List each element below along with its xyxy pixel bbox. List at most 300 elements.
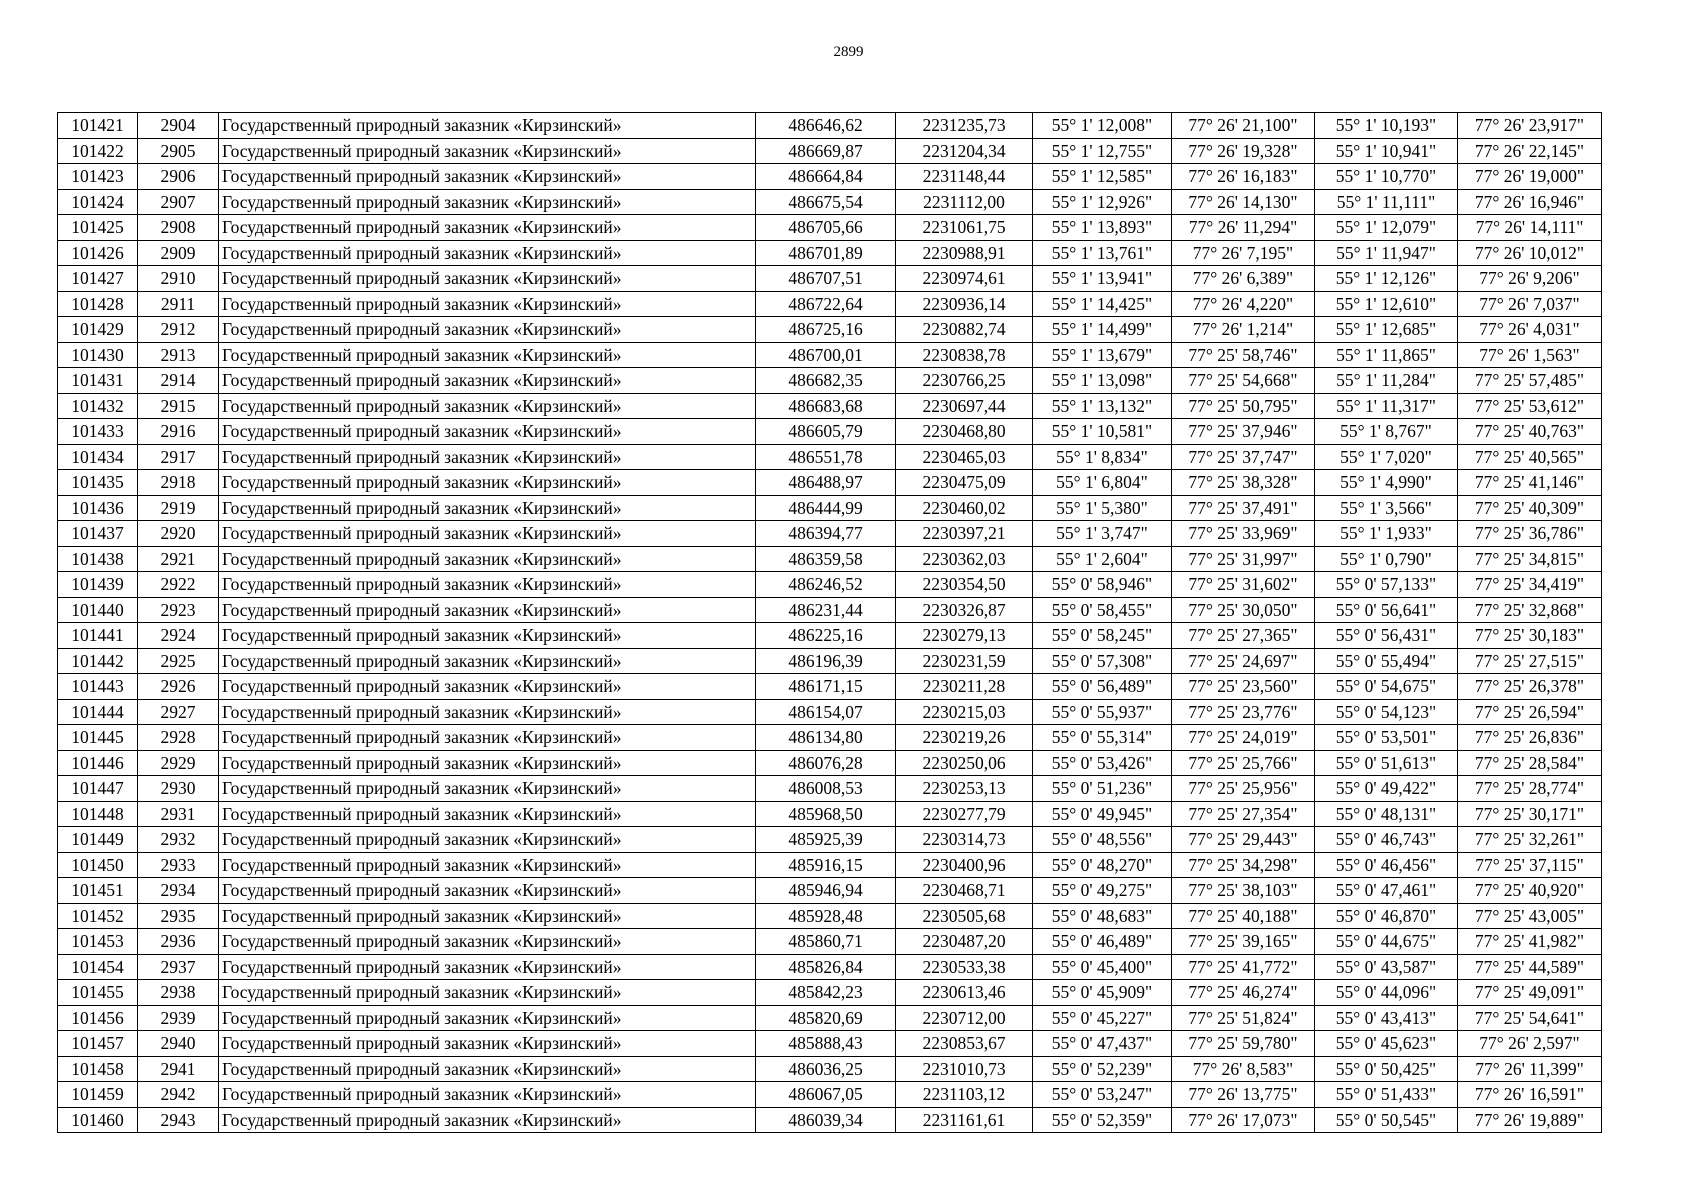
table-row: [58, 215, 1602, 241]
longitude-2-cell: 77° 25' 26,836": [1458, 725, 1602, 751]
point-number-cell: 2924: [138, 623, 219, 649]
longitude-1-cell: 77° 25' 38,328": [1172, 470, 1315, 496]
latitude-1-cell: 55° 0' 47,437": [1033, 1031, 1172, 1057]
latitude-2-cell: 55° 1' 4,990": [1315, 470, 1458, 496]
latitude-2-cell: 55° 0' 56,641": [1315, 597, 1458, 623]
row-id-cell: 101442: [58, 648, 138, 674]
latitude-1-cell: 55° 0' 48,556": [1033, 827, 1172, 853]
table-row: [58, 113, 1602, 139]
longitude-2-cell: 77° 25' 34,419": [1458, 572, 1602, 598]
table-row: [58, 776, 1602, 802]
longitude-2-cell: 77° 25' 53,612": [1458, 393, 1602, 419]
y-coordinate-cell: 2230465,03: [896, 444, 1033, 470]
latitude-1-cell: 55° 0' 58,245": [1033, 623, 1172, 649]
table-row: [58, 1107, 1602, 1133]
y-coordinate-cell: 2230253,13: [896, 776, 1033, 802]
latitude-2-cell: 55° 1' 11,947": [1315, 240, 1458, 266]
longitude-1-cell: 77° 25' 50,795": [1172, 393, 1315, 419]
row-id-cell: 101455: [58, 980, 138, 1006]
longitude-2-cell: 77° 25' 54,641": [1458, 1005, 1602, 1031]
point-number-cell: 2927: [138, 699, 219, 725]
latitude-2-cell: 55° 0' 46,870": [1315, 903, 1458, 929]
territory-name-cell: Государственный природный заказник «Кирзинский»: [219, 393, 756, 419]
territory-name-cell: Государственный природный заказник «Кирзинский»: [219, 546, 756, 572]
table-row: [58, 164, 1602, 190]
territory-name-cell: Государственный природный заказник «Кирзинский»: [219, 699, 756, 725]
row-id-cell: 101425: [58, 215, 138, 241]
table-row: [58, 597, 1602, 623]
territory-name-cell: Государственный природный заказник «Кирзинский»: [219, 113, 756, 139]
longitude-1-cell: 77° 25' 33,969": [1172, 521, 1315, 547]
longitude-1-cell: 77° 25' 40,188": [1172, 903, 1315, 929]
y-coordinate-cell: 2231010,73: [896, 1056, 1033, 1082]
latitude-1-cell: 55° 0' 56,489": [1033, 674, 1172, 700]
table-row: [58, 929, 1602, 955]
x-coordinate-cell: 485820,69: [756, 1005, 896, 1031]
y-coordinate-cell: 2230697,44: [896, 393, 1033, 419]
latitude-1-cell: 55° 0' 49,275": [1033, 878, 1172, 904]
x-coordinate-cell: 486394,77: [756, 521, 896, 547]
point-number-cell: 2942: [138, 1082, 219, 1108]
row-id-cell: 101459: [58, 1082, 138, 1108]
row-id-cell: 101426: [58, 240, 138, 266]
longitude-2-cell: 77° 25' 30,183": [1458, 623, 1602, 649]
latitude-1-cell: 55° 0' 52,239": [1033, 1056, 1172, 1082]
longitude-1-cell: 77° 25' 37,946": [1172, 419, 1315, 445]
longitude-2-cell: 77° 25' 36,786": [1458, 521, 1602, 547]
y-coordinate-cell: 2230766,25: [896, 368, 1033, 394]
longitude-2-cell: 77° 26' 19,000": [1458, 164, 1602, 190]
table-row: [58, 444, 1602, 470]
point-number-cell: 2918: [138, 470, 219, 496]
latitude-1-cell: 55° 0' 45,909": [1033, 980, 1172, 1006]
latitude-1-cell: 55° 1' 13,132": [1033, 393, 1172, 419]
longitude-1-cell: 77° 25' 31,997": [1172, 546, 1315, 572]
point-number-cell: 2931: [138, 801, 219, 827]
longitude-1-cell: 77° 25' 27,354": [1172, 801, 1315, 827]
territory-name-cell: Государственный природный заказник «Кирзинский»: [219, 776, 756, 802]
longitude-2-cell: 77° 26' 14,111": [1458, 215, 1602, 241]
row-id-cell: 101447: [58, 776, 138, 802]
latitude-1-cell: 55° 1' 13,941": [1033, 266, 1172, 292]
table-row: [58, 189, 1602, 215]
row-id-cell: 101453: [58, 929, 138, 955]
table-row: [58, 878, 1602, 904]
y-coordinate-cell: 2230314,73: [896, 827, 1033, 853]
longitude-1-cell: 77° 25' 25,766": [1172, 750, 1315, 776]
longitude-1-cell: 77° 26' 17,073": [1172, 1107, 1315, 1133]
longitude-1-cell: 77° 26' 16,183": [1172, 164, 1315, 190]
territory-name-cell: Государственный природный заказник «Кирзинский»: [219, 954, 756, 980]
table-row: [58, 393, 1602, 419]
y-coordinate-cell: 2230838,78: [896, 342, 1033, 368]
y-coordinate-cell: 2230354,50: [896, 572, 1033, 598]
longitude-1-cell: 77° 26' 11,294": [1172, 215, 1315, 241]
coordinates-table: [57, 112, 1602, 1133]
latitude-1-cell: 55° 1' 13,679": [1033, 342, 1172, 368]
table-row: [58, 648, 1602, 674]
table-row: [58, 342, 1602, 368]
longitude-2-cell: 77° 26' 1,563": [1458, 342, 1602, 368]
territory-name-cell: Государственный природный заказник «Кирзинский»: [219, 1107, 756, 1133]
y-coordinate-cell: 2230250,06: [896, 750, 1033, 776]
longitude-2-cell: 77° 26' 16,591": [1458, 1082, 1602, 1108]
row-id-cell: 101448: [58, 801, 138, 827]
territory-name-cell: Государственный природный заказник «Кирзинский»: [219, 903, 756, 929]
latitude-1-cell: 55° 1' 14,425": [1033, 291, 1172, 317]
latitude-2-cell: 55° 0' 50,545": [1315, 1107, 1458, 1133]
longitude-2-cell: 77° 26' 11,399": [1458, 1056, 1602, 1082]
territory-name-cell: Государственный природный заказник «Кирзинский»: [219, 368, 756, 394]
x-coordinate-cell: 485888,43: [756, 1031, 896, 1057]
point-number-cell: 2928: [138, 725, 219, 751]
y-coordinate-cell: 2230487,20: [896, 929, 1033, 955]
latitude-2-cell: 55° 0' 43,413": [1315, 1005, 1458, 1031]
y-coordinate-cell: 2230712,00: [896, 1005, 1033, 1031]
table-row: [58, 852, 1602, 878]
latitude-1-cell: 55° 1' 10,581": [1033, 419, 1172, 445]
territory-name-cell: Государственный природный заказник «Кирзинский»: [219, 215, 756, 241]
x-coordinate-cell: 486701,89: [756, 240, 896, 266]
y-coordinate-cell: 2230211,28: [896, 674, 1033, 700]
table-row: [58, 419, 1602, 445]
point-number-cell: 2910: [138, 266, 219, 292]
longitude-1-cell: 77° 25' 34,298": [1172, 852, 1315, 878]
page-number: 2899: [833, 44, 864, 60]
longitude-1-cell: 77° 25' 30,050": [1172, 597, 1315, 623]
row-id-cell: 101445: [58, 725, 138, 751]
point-number-cell: 2907: [138, 189, 219, 215]
x-coordinate-cell: 486039,34: [756, 1107, 896, 1133]
point-number-cell: 2904: [138, 113, 219, 139]
territory-name-cell: Государственный природный заказник «Кирзинский»: [219, 1005, 756, 1031]
row-id-cell: 101457: [58, 1031, 138, 1057]
territory-name-cell: Государственный природный заказник «Кирзинский»: [219, 1082, 756, 1108]
latitude-2-cell: 55° 0' 46,456": [1315, 852, 1458, 878]
table-row: [58, 317, 1602, 343]
longitude-2-cell: 77° 26' 2,597": [1458, 1031, 1602, 1057]
territory-name-cell: Государственный природный заказник «Кирзинский»: [219, 878, 756, 904]
row-id-cell: 101432: [58, 393, 138, 419]
table-row: [58, 240, 1602, 266]
latitude-2-cell: 55° 1' 7,020": [1315, 444, 1458, 470]
territory-name-cell: Государственный природный заказник «Кирзинский»: [219, 291, 756, 317]
longitude-1-cell: 77° 26' 14,130": [1172, 189, 1315, 215]
y-coordinate-cell: 2230468,71: [896, 878, 1033, 904]
row-id-cell: 101444: [58, 699, 138, 725]
longitude-1-cell: 77° 25' 25,956": [1172, 776, 1315, 802]
longitude-2-cell: 77° 25' 40,565": [1458, 444, 1602, 470]
row-id-cell: 101458: [58, 1056, 138, 1082]
x-coordinate-cell: 486675,54: [756, 189, 896, 215]
row-id-cell: 101440: [58, 597, 138, 623]
latitude-1-cell: 55° 0' 45,227": [1033, 1005, 1172, 1031]
latitude-2-cell: 55° 1' 8,767": [1315, 419, 1458, 445]
row-id-cell: 101437: [58, 521, 138, 547]
longitude-2-cell: 77° 25' 26,378": [1458, 674, 1602, 700]
x-coordinate-cell: 486707,51: [756, 266, 896, 292]
y-coordinate-cell: 2231112,00: [896, 189, 1033, 215]
table-row: [58, 699, 1602, 725]
latitude-1-cell: 55° 1' 5,380": [1033, 495, 1172, 521]
latitude-1-cell: 55° 0' 49,945": [1033, 801, 1172, 827]
latitude-2-cell: 55° 1' 11,317": [1315, 393, 1458, 419]
latitude-1-cell: 55° 0' 53,247": [1033, 1082, 1172, 1108]
x-coordinate-cell: 486605,79: [756, 419, 896, 445]
latitude-1-cell: 55° 0' 52,359": [1033, 1107, 1172, 1133]
table-row: [58, 623, 1602, 649]
longitude-2-cell: 77° 25' 34,815": [1458, 546, 1602, 572]
x-coordinate-cell: 486682,35: [756, 368, 896, 394]
point-number-cell: 2930: [138, 776, 219, 802]
x-coordinate-cell: 485928,48: [756, 903, 896, 929]
table-row: [58, 1056, 1602, 1082]
longitude-2-cell: 77° 25' 27,515": [1458, 648, 1602, 674]
longitude-2-cell: 77° 25' 30,171": [1458, 801, 1602, 827]
territory-name-cell: Государственный природный заказник «Кирзинский»: [219, 495, 756, 521]
longitude-1-cell: 77° 26' 13,775": [1172, 1082, 1315, 1108]
longitude-2-cell: 77° 25' 40,920": [1458, 878, 1602, 904]
longitude-2-cell: 77° 25' 57,485": [1458, 368, 1602, 394]
territory-name-cell: Государственный природный заказник «Кирзинский»: [219, 852, 756, 878]
latitude-1-cell: 55° 1' 12,926": [1033, 189, 1172, 215]
latitude-1-cell: 55° 1' 12,755": [1033, 138, 1172, 164]
latitude-2-cell: 55° 1' 0,790": [1315, 546, 1458, 572]
latitude-1-cell: 55° 1' 14,499": [1033, 317, 1172, 343]
row-id-cell: 101434: [58, 444, 138, 470]
point-number-cell: 2915: [138, 393, 219, 419]
longitude-1-cell: 77° 25' 27,365": [1172, 623, 1315, 649]
x-coordinate-cell: 486700,01: [756, 342, 896, 368]
point-number-cell: 2939: [138, 1005, 219, 1031]
territory-name-cell: Государственный природный заказник «Кирзинский»: [219, 597, 756, 623]
latitude-2-cell: 55° 0' 44,675": [1315, 929, 1458, 955]
latitude-1-cell: 55° 0' 48,683": [1033, 903, 1172, 929]
x-coordinate-cell: 485826,84: [756, 954, 896, 980]
row-id-cell: 101456: [58, 1005, 138, 1031]
longitude-2-cell: 77° 26' 19,889": [1458, 1107, 1602, 1133]
territory-name-cell: Государственный природный заказник «Кирзинский»: [219, 444, 756, 470]
latitude-1-cell: 55° 0' 57,308": [1033, 648, 1172, 674]
x-coordinate-cell: 486196,39: [756, 648, 896, 674]
longitude-1-cell: 77° 25' 23,560": [1172, 674, 1315, 700]
longitude-2-cell: 77° 25' 43,005": [1458, 903, 1602, 929]
row-id-cell: 101454: [58, 954, 138, 980]
row-id-cell: 101460: [58, 1107, 138, 1133]
longitude-2-cell: 77° 25' 28,774": [1458, 776, 1602, 802]
x-coordinate-cell: 486036,25: [756, 1056, 896, 1082]
territory-name-cell: Государственный природный заказник «Кирзинский»: [219, 725, 756, 751]
longitude-2-cell: 77° 26' 7,037": [1458, 291, 1602, 317]
point-number-cell: 2940: [138, 1031, 219, 1057]
territory-name-cell: Государственный природный заказник «Кирзинский»: [219, 980, 756, 1006]
x-coordinate-cell: 485946,94: [756, 878, 896, 904]
latitude-2-cell: 55° 1' 12,685": [1315, 317, 1458, 343]
x-coordinate-cell: 486225,16: [756, 623, 896, 649]
longitude-2-cell: 77° 26' 10,012": [1458, 240, 1602, 266]
territory-name-cell: Государственный природный заказник «Кирзинский»: [219, 240, 756, 266]
point-number-cell: 2941: [138, 1056, 219, 1082]
latitude-2-cell: 55° 1' 11,111": [1315, 189, 1458, 215]
longitude-1-cell: 77° 25' 24,697": [1172, 648, 1315, 674]
table-row: [58, 521, 1602, 547]
longitude-1-cell: 77° 26' 21,100": [1172, 113, 1315, 139]
point-number-cell: 2926: [138, 674, 219, 700]
territory-name-cell: Государственный природный заказник «Кирзинский»: [219, 572, 756, 598]
latitude-1-cell: 55° 1' 6,804": [1033, 470, 1172, 496]
longitude-1-cell: 77° 25' 58,746": [1172, 342, 1315, 368]
row-id-cell: 101441: [58, 623, 138, 649]
y-coordinate-cell: 2230974,61: [896, 266, 1033, 292]
y-coordinate-cell: 2230215,03: [896, 699, 1033, 725]
row-id-cell: 101439: [58, 572, 138, 598]
y-coordinate-cell: 2230533,38: [896, 954, 1033, 980]
latitude-1-cell: 55° 0' 55,937": [1033, 699, 1172, 725]
x-coordinate-cell: 486488,97: [756, 470, 896, 496]
territory-name-cell: Государственный природный заказник «Кирзинский»: [219, 342, 756, 368]
point-number-cell: 2923: [138, 597, 219, 623]
longitude-1-cell: 77° 25' 37,491": [1172, 495, 1315, 521]
latitude-2-cell: 55° 0' 55,494": [1315, 648, 1458, 674]
row-id-cell: 101431: [58, 368, 138, 394]
y-coordinate-cell: 2230397,21: [896, 521, 1033, 547]
x-coordinate-cell: 485860,71: [756, 929, 896, 955]
longitude-1-cell: 77° 25' 38,103": [1172, 878, 1315, 904]
table-row: [58, 801, 1602, 827]
table-row: [58, 1031, 1602, 1057]
y-coordinate-cell: 2230460,02: [896, 495, 1033, 521]
longitude-2-cell: 77° 26' 16,946": [1458, 189, 1602, 215]
x-coordinate-cell: 485925,39: [756, 827, 896, 853]
point-number-cell: 2919: [138, 495, 219, 521]
longitude-1-cell: 77° 26' 1,214": [1172, 317, 1315, 343]
longitude-2-cell: 77° 25' 40,309": [1458, 495, 1602, 521]
x-coordinate-cell: 486725,16: [756, 317, 896, 343]
latitude-2-cell: 55° 0' 57,133": [1315, 572, 1458, 598]
x-coordinate-cell: 486134,80: [756, 725, 896, 751]
latitude-1-cell: 55° 1' 13,893": [1033, 215, 1172, 241]
latitude-2-cell: 55° 0' 47,461": [1315, 878, 1458, 904]
latitude-2-cell: 55° 0' 53,501": [1315, 725, 1458, 751]
latitude-1-cell: 55° 1' 2,604": [1033, 546, 1172, 572]
point-number-cell: 2936: [138, 929, 219, 955]
territory-name-cell: Государственный природный заказник «Кирзинский»: [219, 521, 756, 547]
x-coordinate-cell: 486646,62: [756, 113, 896, 139]
point-number-cell: 2937: [138, 954, 219, 980]
table-row: [58, 266, 1602, 292]
longitude-1-cell: 77° 26' 4,220": [1172, 291, 1315, 317]
territory-name-cell: Государственный природный заказник «Кирзинский»: [219, 1056, 756, 1082]
x-coordinate-cell: 485842,23: [756, 980, 896, 1006]
latitude-1-cell: 55° 1' 12,008": [1033, 113, 1172, 139]
territory-name-cell: Государственный природный заказник «Кирзинский»: [219, 929, 756, 955]
y-coordinate-cell: 2231161,61: [896, 1107, 1033, 1133]
latitude-1-cell: 55° 0' 48,270": [1033, 852, 1172, 878]
x-coordinate-cell: 486246,52: [756, 572, 896, 598]
point-number-cell: 2905: [138, 138, 219, 164]
latitude-2-cell: 55° 0' 49,422": [1315, 776, 1458, 802]
table-row: [58, 572, 1602, 598]
point-number-cell: 2920: [138, 521, 219, 547]
longitude-1-cell: 77° 25' 37,747": [1172, 444, 1315, 470]
latitude-2-cell: 55° 0' 50,425": [1315, 1056, 1458, 1082]
table-row: [58, 725, 1602, 751]
x-coordinate-cell: 486664,84: [756, 164, 896, 190]
x-coordinate-cell: 485916,15: [756, 852, 896, 878]
latitude-1-cell: 55° 1' 3,747": [1033, 521, 1172, 547]
territory-name-cell: Государственный природный заказник «Кирзинский»: [219, 164, 756, 190]
row-id-cell: 101429: [58, 317, 138, 343]
y-coordinate-cell: 2230853,67: [896, 1031, 1033, 1057]
x-coordinate-cell: 485968,50: [756, 801, 896, 827]
table-row: [58, 954, 1602, 980]
point-number-cell: 2932: [138, 827, 219, 853]
y-coordinate-cell: 2230219,26: [896, 725, 1033, 751]
longitude-2-cell: 77° 25' 41,982": [1458, 929, 1602, 955]
x-coordinate-cell: 486076,28: [756, 750, 896, 776]
longitude-1-cell: 77° 26' 6,389": [1172, 266, 1315, 292]
latitude-1-cell: 55° 0' 58,455": [1033, 597, 1172, 623]
y-coordinate-cell: 2230468,80: [896, 419, 1033, 445]
territory-name-cell: Государственный природный заказник «Кирзинский»: [219, 419, 756, 445]
latitude-2-cell: 55° 0' 54,123": [1315, 699, 1458, 725]
territory-name-cell: Государственный природный заказник «Кирзинский»: [219, 827, 756, 853]
latitude-2-cell: 55° 1' 12,126": [1315, 266, 1458, 292]
latitude-1-cell: 55° 0' 53,426": [1033, 750, 1172, 776]
longitude-2-cell: 77° 26' 9,206": [1458, 266, 1602, 292]
y-coordinate-cell: 2231148,44: [896, 164, 1033, 190]
row-id-cell: 101422: [58, 138, 138, 164]
longitude-1-cell: 77° 25' 46,274": [1172, 980, 1315, 1006]
longitude-2-cell: 77° 25' 26,594": [1458, 699, 1602, 725]
longitude-2-cell: 77° 25' 28,584": [1458, 750, 1602, 776]
y-coordinate-cell: 2230231,59: [896, 648, 1033, 674]
row-id-cell: 101452: [58, 903, 138, 929]
point-number-cell: 2911: [138, 291, 219, 317]
longitude-2-cell: 77° 26' 4,031": [1458, 317, 1602, 343]
latitude-1-cell: 55° 0' 58,946": [1033, 572, 1172, 598]
longitude-1-cell: 77° 25' 24,019": [1172, 725, 1315, 751]
point-number-cell: 2916: [138, 419, 219, 445]
x-coordinate-cell: 486705,66: [756, 215, 896, 241]
longitude-1-cell: 77° 26' 19,328": [1172, 138, 1315, 164]
table-row: [58, 546, 1602, 572]
x-coordinate-cell: 486171,15: [756, 674, 896, 700]
row-id-cell: 101430: [58, 342, 138, 368]
y-coordinate-cell: 2230936,14: [896, 291, 1033, 317]
point-number-cell: 2922: [138, 572, 219, 598]
y-coordinate-cell: 2230362,03: [896, 546, 1033, 572]
y-coordinate-cell: 2230988,91: [896, 240, 1033, 266]
latitude-2-cell: 55° 0' 54,675": [1315, 674, 1458, 700]
latitude-1-cell: 55° 1' 12,585": [1033, 164, 1172, 190]
latitude-2-cell: 55° 1' 1,933": [1315, 521, 1458, 547]
point-number-cell: 2934: [138, 878, 219, 904]
latitude-2-cell: 55° 1' 11,865": [1315, 342, 1458, 368]
latitude-1-cell: 55° 1' 13,761": [1033, 240, 1172, 266]
latitude-2-cell: 55° 1' 3,566": [1315, 495, 1458, 521]
y-coordinate-cell: 2231103,12: [896, 1082, 1033, 1108]
table-row: [58, 903, 1602, 929]
longitude-2-cell: 77° 25' 44,589": [1458, 954, 1602, 980]
longitude-1-cell: 77° 25' 39,165": [1172, 929, 1315, 955]
table-row: [58, 750, 1602, 776]
latitude-1-cell: 55° 0' 55,314": [1033, 725, 1172, 751]
latitude-2-cell: 55° 0' 46,743": [1315, 827, 1458, 853]
x-coordinate-cell: 486551,78: [756, 444, 896, 470]
latitude-1-cell: 55° 0' 45,400": [1033, 954, 1172, 980]
longitude-1-cell: 77° 25' 41,772": [1172, 954, 1315, 980]
